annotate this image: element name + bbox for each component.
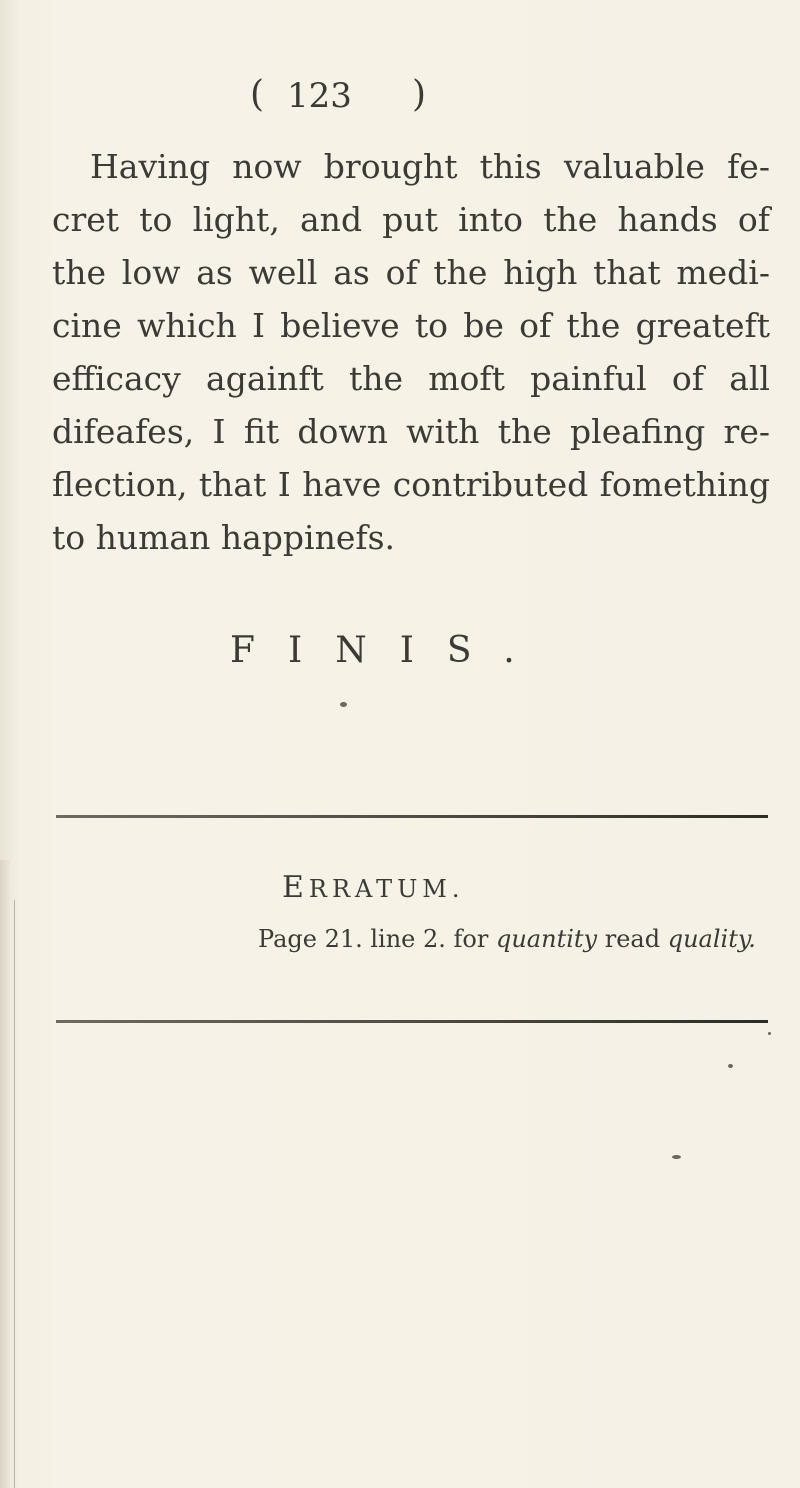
body-line-8: to human happinefs. [52,518,395,557]
body-line-2: cret to light, and put into the hands of [52,200,770,239]
erratum-read: read [604,925,661,953]
rule-bottom [56,1020,768,1023]
rule-top [56,815,768,818]
erratum-heading-initial: E [282,870,309,905]
page-edge-line [14,900,15,1488]
page-number-open-paren: ( [250,74,265,115]
erratum-page-ref: Page 21. line 2. for [258,925,489,953]
page-number-value: 123 [287,76,352,116]
erratum-heading [282,870,465,905]
ink-speck [672,1155,681,1159]
erratum-heading-rest: RRATUM. [308,875,465,903]
finis-heading: FINIS. [230,630,548,671]
ink-speck [728,1064,733,1068]
ink-speck [340,702,347,707]
body-line-7: flection, that I have contributed fomething [52,465,770,504]
body-line-6: difeafes, I fit down with the pleafing re- [52,412,770,451]
body-line-1: Having now brought this valuable fe- [90,147,770,186]
body-line-3: the low as well as of the high that medi- [52,253,770,292]
erratum-text [258,925,756,953]
erratum-wrong-word: quantity [495,925,598,953]
page-edge [0,860,10,1488]
body-line-4: cine which I believe to be of the greateft [52,306,770,345]
body-line-5: efficacy againft the moft painful of all [52,359,770,398]
body-text [52,140,772,564]
ink-speck [768,1032,771,1035]
erratum-correct-word: quality. [667,925,756,953]
page-number-close-paren: ) [412,74,427,115]
